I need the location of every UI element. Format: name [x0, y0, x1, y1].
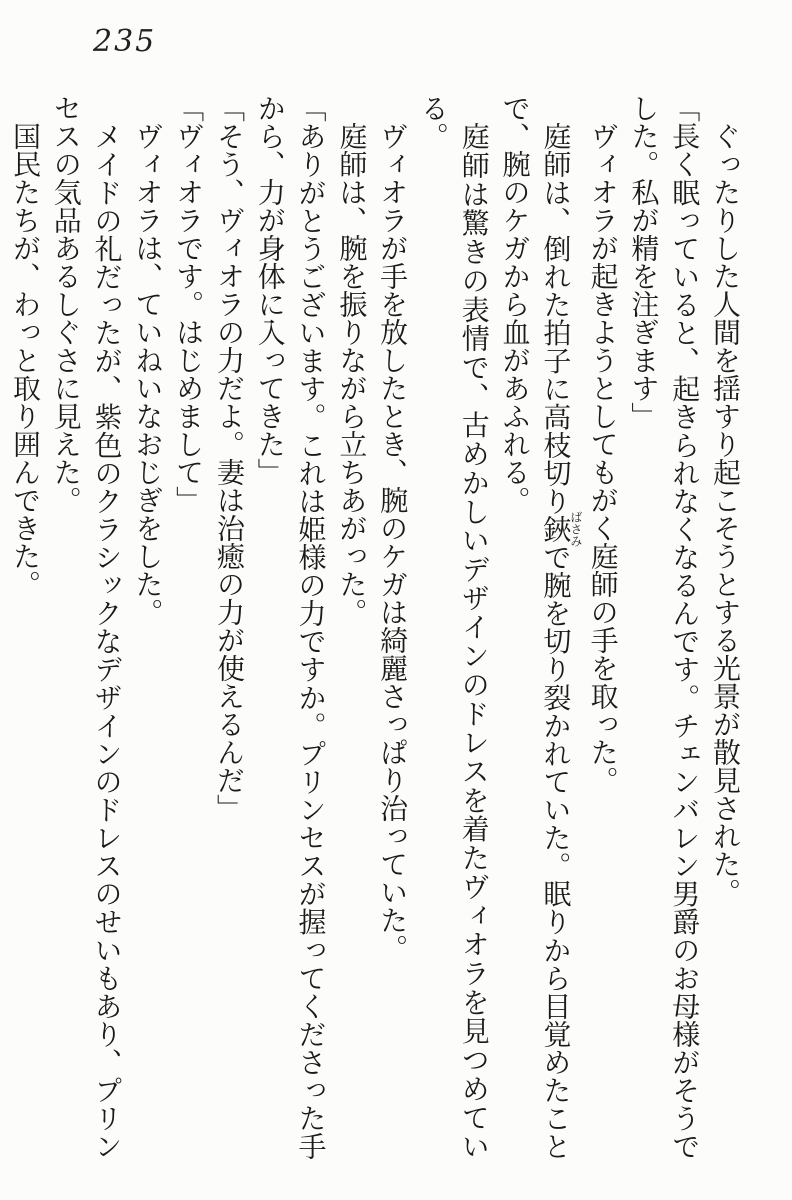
page-number: 235 [93, 24, 157, 59]
paragraph: 庭師は驚きの表情で、古めかしいデザインのドレスを着たヴィオラを見つめている。 [416, 94, 491, 1160]
paragraph: 「そう、ヴィオラの力だよ。妻は治癒の力が使えるんだ」 [212, 94, 246, 822]
paragraph: ヴィオラは、ていねいなおじぎをした。 [131, 122, 165, 626]
ruby-annotation: 鋏ばさみ [539, 510, 583, 547]
paragraph: 庭師は、倒れた拍子に高枝切り鋏ばさみで腕を切り裂かれていた。眠りから目覚めたことで、腕のケガから血があふれる。 [498, 94, 583, 1161]
paragraph: ヴィオラが手を放したとき、腕のケガは綺麗さっぱり治っていた。 [376, 122, 410, 962]
paragraph: 「長く眠っていると、起きられなくなるんです。チェンバレン男爵のお母様がそうでした。私が精を注ぎます」 [627, 94, 702, 1160]
paragraph: 「ヴィオラです。はじめまして」 [172, 94, 206, 514]
paragraph: 庭師は、腕を振りながら立ちあがった。 [335, 122, 369, 626]
paragraph: 「ありがとうございます。これは姫様の力ですか。プリンセスが握ってくださった手から、力が身体に入ってきた」 [253, 94, 328, 1160]
paragraph: 国民たちが、わっと取り囲んできた。 [8, 122, 42, 598]
paragraph: ぐったりした人間を揺すり起こそうとする光景が散見された。 [709, 122, 742, 906]
paragraph: メイドの礼だったが、紫色のクラシックなデザインのドレスのせいもあり、プリンセスの気品あるしぐさに見えた。 [49, 94, 124, 1160]
body-text [8, 94, 745, 1161]
paragraph: ヴィオラが起きようとしてもがく庭師の手を取った。 [586, 122, 620, 794]
